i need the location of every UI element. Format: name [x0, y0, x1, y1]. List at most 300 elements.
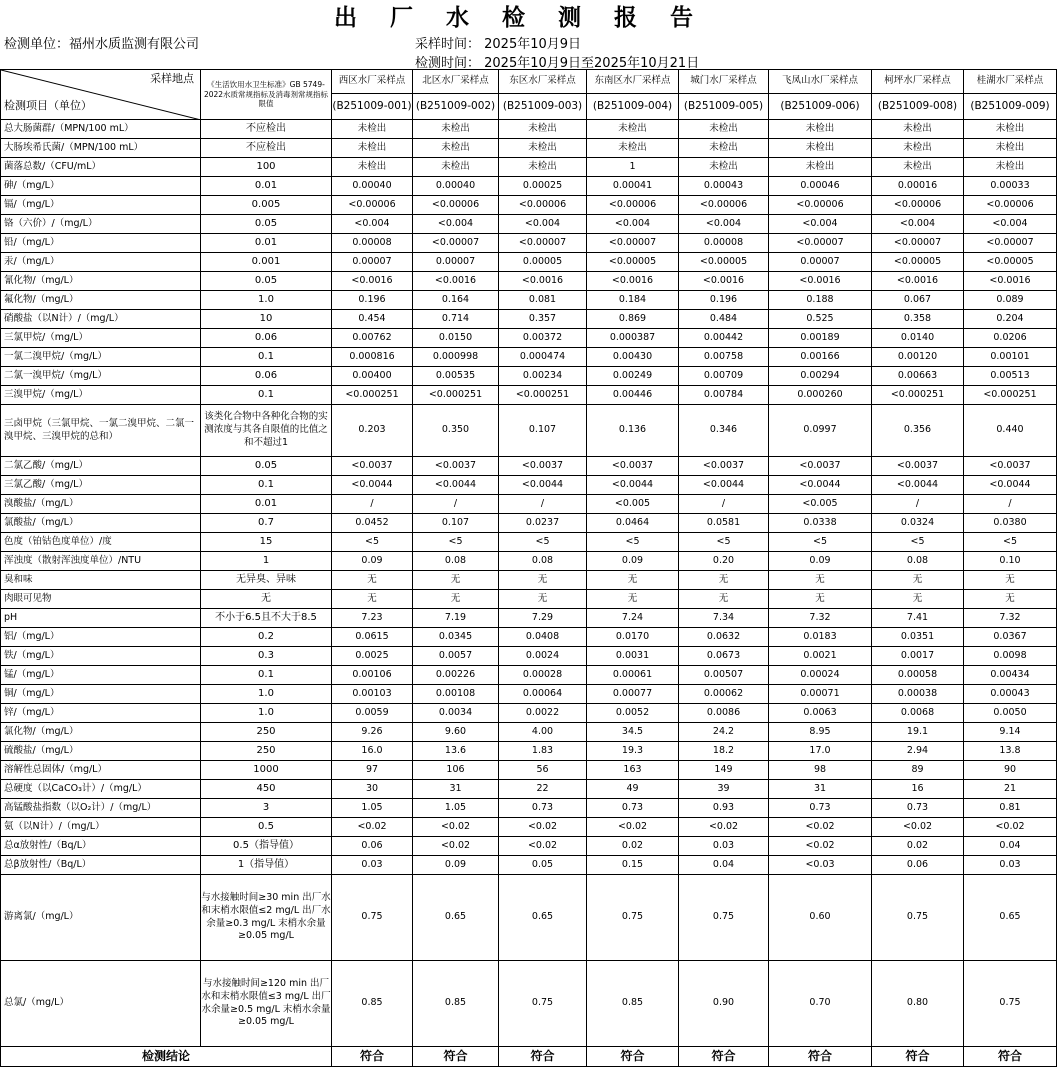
result-value: 0.0063: [769, 704, 872, 723]
result-value: 0.0464: [587, 514, 679, 533]
table-row: [1, 837, 1057, 856]
table-row: [1, 761, 1057, 780]
item-name: 总氯/（mg/L）: [1, 961, 201, 1047]
table-row: [1, 856, 1057, 875]
result-value: 0.0098: [964, 647, 1057, 666]
result-value: 0.75: [679, 875, 769, 961]
table-row: [1, 139, 1057, 158]
result-value: 0.04: [964, 837, 1057, 856]
result-value: <0.0037: [679, 457, 769, 476]
item-name: 色度（铂钴色度单位）/度: [1, 533, 201, 552]
result-value: 31: [413, 780, 499, 799]
item-name: 大肠埃希氏菌/（MPN/100 mL）: [1, 139, 201, 158]
item-name: 硫酸盐/（mg/L）: [1, 742, 201, 761]
result-value: 0.00061: [587, 666, 679, 685]
result-value: 0.000816: [332, 348, 413, 367]
limit-value: 0.05: [201, 272, 332, 291]
result-value: <0.004: [413, 215, 499, 234]
result-value: 9.14: [964, 723, 1057, 742]
result-value: 未检出: [769, 158, 872, 177]
result-value: <0.0016: [413, 272, 499, 291]
limit-value: 0.01: [201, 234, 332, 253]
result-value: 0.089: [964, 291, 1057, 310]
result-value: 0.484: [679, 310, 769, 329]
result-value: 未检出: [964, 139, 1057, 158]
result-value: 0.0031: [587, 647, 679, 666]
result-value: 4.00: [499, 723, 587, 742]
result-value: 89: [872, 761, 964, 780]
item-name: 锰/（mg/L）: [1, 666, 201, 685]
result-value: 无: [587, 571, 679, 590]
result-value: 未检出: [872, 120, 964, 139]
result-value: <0.0044: [587, 476, 679, 495]
result-value: 24.2: [679, 723, 769, 742]
result-value: 0.00294: [769, 367, 872, 386]
result-value: 90: [964, 761, 1057, 780]
result-value: <0.0044: [679, 476, 769, 495]
result-value: /: [413, 495, 499, 514]
result-value: 0.04: [679, 856, 769, 875]
standard-header: 《生活饮用水卫生标准》GB 5749-2022水质常规指标及消毒剂常规指标限值: [201, 70, 332, 120]
result-value: 0.00038: [872, 685, 964, 704]
result-value: 0.357: [499, 310, 587, 329]
result-value: 0.00005: [499, 253, 587, 272]
result-value: 0.107: [499, 405, 587, 457]
table-row: [1, 609, 1057, 628]
result-value: 0.0170: [587, 628, 679, 647]
limit-value: 1.0: [201, 291, 332, 310]
result-value: 16: [872, 780, 964, 799]
table-row: [1, 177, 1057, 196]
table-row: [1, 704, 1057, 723]
result-value: <0.00005: [872, 253, 964, 272]
table-row: [1, 961, 1057, 1047]
table-row: [1, 723, 1057, 742]
result-value: <0.02: [587, 818, 679, 837]
result-value: 7.23: [332, 609, 413, 628]
result-value: 0.10: [964, 552, 1057, 571]
result-value: 0.0034: [413, 704, 499, 723]
result-value: 0.81: [964, 799, 1057, 818]
result-value: 0.02: [587, 837, 679, 856]
result-value: 0.06: [872, 856, 964, 875]
result-value: <0.0016: [769, 272, 872, 291]
report-title: 出厂水检测报告: [334, 5, 726, 31]
result-value: 0.00024: [769, 666, 872, 685]
table-row: [1, 685, 1057, 704]
result-value: 0.08: [413, 552, 499, 571]
item-name: 菌落总数/（CFU/mL）: [1, 158, 201, 177]
limit-value: 1（指导值）: [201, 856, 332, 875]
conclusion-value: 符合: [413, 1047, 499, 1067]
result-value: <0.00006: [872, 196, 964, 215]
result-value: 21: [964, 780, 1057, 799]
table-row: [1, 405, 1057, 457]
result-value: 无: [679, 590, 769, 609]
result-value: 39: [679, 780, 769, 799]
result-value: <0.000251: [332, 386, 413, 405]
result-value: 0.525: [769, 310, 872, 329]
result-value: 0.00106: [332, 666, 413, 685]
result-value: 未检出: [499, 120, 587, 139]
result-value: 0.00103: [332, 685, 413, 704]
result-value: 0.0338: [769, 514, 872, 533]
result-value: <0.0037: [499, 457, 587, 476]
item-name: 铬（六价）/（mg/L）: [1, 215, 201, 234]
result-value: <0.0016: [587, 272, 679, 291]
result-value: 0.454: [332, 310, 413, 329]
result-value: 0.204: [964, 310, 1057, 329]
result-value: <0.03: [769, 856, 872, 875]
result-value: 未检出: [679, 120, 769, 139]
result-value: <5: [587, 533, 679, 552]
table-row: [1, 818, 1057, 837]
result-value: 0.0408: [499, 628, 587, 647]
table-row: [1, 457, 1057, 476]
result-value: 未检出: [872, 139, 964, 158]
header-corner-cell: [1, 70, 201, 120]
result-value: 0.70: [769, 961, 872, 1047]
limit-value: 0.01: [201, 177, 332, 196]
result-value: <0.0037: [872, 457, 964, 476]
result-value: <0.0044: [769, 476, 872, 495]
result-value: 0.350: [413, 405, 499, 457]
result-value: 0.358: [872, 310, 964, 329]
result-value: 未检出: [587, 120, 679, 139]
result-value: 0.00434: [964, 666, 1057, 685]
result-value: 7.41: [872, 609, 964, 628]
result-value: 0.184: [587, 291, 679, 310]
limit-value: 不小于6.5且不大于8.5: [201, 609, 332, 628]
result-value: 0.02: [872, 837, 964, 856]
result-value: 0.73: [587, 799, 679, 818]
result-value: 未检出: [499, 139, 587, 158]
result-value: 0.00535: [413, 367, 499, 386]
result-value: 0.081: [499, 291, 587, 310]
result-value: 0.03: [332, 856, 413, 875]
result-value: 0.0021: [769, 647, 872, 666]
result-value: 未检出: [872, 158, 964, 177]
result-value: <0.004: [499, 215, 587, 234]
table-row: [1, 742, 1057, 761]
result-value: 0.0050: [964, 704, 1057, 723]
result-value: 无: [499, 590, 587, 609]
result-value: <5: [332, 533, 413, 552]
sample-code: (B251009-004): [587, 94, 679, 120]
item-name: 二氯乙酸/（mg/L）: [1, 457, 201, 476]
testing-time: 检测时间： 2025年10月9日至2025年10月21日: [415, 56, 700, 71]
result-value: 无: [964, 571, 1057, 590]
result-value: <5: [964, 533, 1057, 552]
result-value: 0.00513: [964, 367, 1057, 386]
result-value: /: [872, 495, 964, 514]
result-value: 0.067: [872, 291, 964, 310]
item-name: 三溴甲烷/（mg/L）: [1, 386, 201, 405]
result-value: 0.00446: [587, 386, 679, 405]
result-value: <0.02: [413, 818, 499, 837]
result-value: 无: [769, 590, 872, 609]
result-value: 34.5: [587, 723, 679, 742]
result-value: 0.0324: [872, 514, 964, 533]
result-value: 0.00062: [679, 685, 769, 704]
limit-value: 15: [201, 533, 332, 552]
result-value: 7.29: [499, 609, 587, 628]
result-value: 0.05: [499, 856, 587, 875]
result-value: 49: [587, 780, 679, 799]
table-row: [1, 348, 1057, 367]
item-name: 总β放射性/（Bq/L）: [1, 856, 201, 875]
result-value: 0.08: [872, 552, 964, 571]
item-name: 氯酸盐/（mg/L）: [1, 514, 201, 533]
result-value: 0.09: [769, 552, 872, 571]
limit-value: 450: [201, 780, 332, 799]
result-value: <0.02: [964, 818, 1057, 837]
item-name: 肉眼可见物: [1, 590, 201, 609]
result-value: 0.00762: [332, 329, 413, 348]
result-value: 0.00043: [964, 685, 1057, 704]
result-value: <0.004: [872, 215, 964, 234]
item-name: 三氯乙酸/（mg/L）: [1, 476, 201, 495]
limit-value: 1000: [201, 761, 332, 780]
sample-code: (B251009-003): [499, 94, 587, 120]
result-value: <0.02: [499, 837, 587, 856]
result-value: <0.02: [769, 837, 872, 856]
table-row: [1, 647, 1057, 666]
limit-value: 0.5（指导值）: [201, 837, 332, 856]
result-value: 0.75: [872, 875, 964, 961]
limit-value: 0.1: [201, 666, 332, 685]
limit-value: 1.0: [201, 685, 332, 704]
result-value: 0.00784: [679, 386, 769, 405]
result-value: 9.60: [413, 723, 499, 742]
limit-value: 无异臭、异味: [201, 571, 332, 590]
result-value: 8.95: [769, 723, 872, 742]
limit-value: 该类化合物中各种化合物的实测浓度与其各自限值的比值之和不超过1: [201, 405, 332, 457]
result-value: 0.00372: [499, 329, 587, 348]
result-value: 0.65: [964, 875, 1057, 961]
result-value: 0.0351: [872, 628, 964, 647]
result-value: <5: [769, 533, 872, 552]
result-value: 0.00442: [679, 329, 769, 348]
result-value: <0.00006: [964, 196, 1057, 215]
item-header-label: 检测项目（单位）: [4, 99, 92, 113]
result-value: /: [679, 495, 769, 514]
result-value: 0.00507: [679, 666, 769, 685]
table-row: [1, 628, 1057, 647]
result-value: 0.00008: [679, 234, 769, 253]
limit-value: 10: [201, 310, 332, 329]
table-row: [1, 272, 1057, 291]
result-value: <0.004: [587, 215, 679, 234]
item-name: 铁/（mg/L）: [1, 647, 201, 666]
result-value: /: [332, 495, 413, 514]
result-value: <0.0044: [872, 476, 964, 495]
result-value: 无: [587, 590, 679, 609]
conclusion-value: 符合: [769, 1047, 872, 1067]
item-name: 总大肠菌群/（MPN/100 mL）: [1, 120, 201, 139]
result-value: 0.00007: [332, 253, 413, 272]
result-value: 0.80: [872, 961, 964, 1047]
item-name: 高锰酸盐指数（以O₂计）/（mg/L）: [1, 799, 201, 818]
result-value: <0.005: [587, 495, 679, 514]
result-value: 0.0452: [332, 514, 413, 533]
result-value: <0.00005: [964, 253, 1057, 272]
limit-value: 3: [201, 799, 332, 818]
result-value: <0.0044: [332, 476, 413, 495]
result-value: <0.00006: [413, 196, 499, 215]
table-row: [1, 780, 1057, 799]
result-value: <0.00007: [587, 234, 679, 253]
result-value: 7.32: [769, 609, 872, 628]
result-value: <0.0044: [964, 476, 1057, 495]
result-value: 0.0345: [413, 628, 499, 647]
result-value: <0.00007: [499, 234, 587, 253]
result-value: 0.0673: [679, 647, 769, 666]
result-value: 0.0615: [332, 628, 413, 647]
result-value: <0.000251: [872, 386, 964, 405]
conclusion-value: 符合: [499, 1047, 587, 1067]
result-value: 0.0022: [499, 704, 587, 723]
result-value: 13.6: [413, 742, 499, 761]
table-row: [1, 590, 1057, 609]
site-name: 东南区水厂采样点: [587, 70, 679, 94]
result-value: 2.94: [872, 742, 964, 761]
table-row: [1, 291, 1057, 310]
result-value: <0.0016: [964, 272, 1057, 291]
result-value: 0.00043: [679, 177, 769, 196]
result-value: 0.0237: [499, 514, 587, 533]
result-value: 0.00400: [332, 367, 413, 386]
result-value: 106: [413, 761, 499, 780]
result-value: 0.20: [679, 552, 769, 571]
result-value: 0.75: [332, 875, 413, 961]
limit-value: 不应检出: [201, 139, 332, 158]
result-value: 0.85: [332, 961, 413, 1047]
item-name: 锌/（mg/L）: [1, 704, 201, 723]
item-name: 铜/（mg/L）: [1, 685, 201, 704]
limit-value: 0.06: [201, 329, 332, 348]
result-value: 1.83: [499, 742, 587, 761]
result-value: 30: [332, 780, 413, 799]
result-value: <0.0044: [499, 476, 587, 495]
item-name: 氰化物/（mg/L）: [1, 272, 201, 291]
limit-value: 0.3: [201, 647, 332, 666]
result-value: <0.00005: [679, 253, 769, 272]
result-value: 0.15: [587, 856, 679, 875]
result-value: 0.00101: [964, 348, 1057, 367]
limit-value: 与水接触时间≥120 min 出厂水和末梢水限值≤3 mg/L 出厂水余量≥0.5 mg/L 末梢水余量≥0.05 mg/L: [201, 961, 332, 1047]
table-row: [1, 215, 1057, 234]
testing-unit: 检测单位：福州水质监测有限公司: [4, 37, 200, 52]
result-value: 0.00120: [872, 348, 964, 367]
result-value: <0.0016: [872, 272, 964, 291]
result-value: 0.03: [964, 856, 1057, 875]
result-value: 0.0024: [499, 647, 587, 666]
result-value: 18.2: [679, 742, 769, 761]
result-value: 149: [679, 761, 769, 780]
result-value: 0.869: [587, 310, 679, 329]
result-value: <5: [679, 533, 769, 552]
limit-value: 250: [201, 742, 332, 761]
result-value: 0.00064: [499, 685, 587, 704]
item-name: 三卤甲烷（三氯甲烷、一氯二溴甲烷、二氯一溴甲烷、三溴甲烷的总和）: [1, 405, 201, 457]
result-value: <0.02: [872, 818, 964, 837]
conclusion-value: 符合: [679, 1047, 769, 1067]
result-value: 17.0: [769, 742, 872, 761]
result-value: 0.136: [587, 405, 679, 457]
result-value: 0.00040: [413, 177, 499, 196]
table-row: [1, 552, 1057, 571]
table-row: [1, 495, 1057, 514]
limit-value: 0.06: [201, 367, 332, 386]
result-value: 0.09: [587, 552, 679, 571]
sample-code: (B251009-002): [413, 94, 499, 120]
result-value: 0.00108: [413, 685, 499, 704]
result-value: 0.107: [413, 514, 499, 533]
result-value: <0.00007: [872, 234, 964, 253]
table-row: [1, 329, 1057, 348]
result-value: 0.714: [413, 310, 499, 329]
result-value: <0.00006: [679, 196, 769, 215]
result-value: 0.75: [964, 961, 1057, 1047]
result-value: <0.0037: [332, 457, 413, 476]
limit-value: 0.001: [201, 253, 332, 272]
result-value: <0.00007: [413, 234, 499, 253]
result-value: 0.356: [872, 405, 964, 457]
result-value: 98: [769, 761, 872, 780]
conclusion-value: 符合: [332, 1047, 413, 1067]
limit-value: 0.1: [201, 386, 332, 405]
result-value: <0.02: [499, 818, 587, 837]
result-value: <0.004: [332, 215, 413, 234]
result-value: <0.0037: [587, 457, 679, 476]
sampling-time: 采样时间： 2025年10月9日: [415, 37, 582, 52]
result-value: 0.65: [413, 875, 499, 961]
site-name: 飞凤山水厂采样点: [769, 70, 872, 94]
result-value: 0.00046: [769, 177, 872, 196]
result-value: 无: [332, 571, 413, 590]
limit-value: 0.7: [201, 514, 332, 533]
result-value: 0.09: [332, 552, 413, 571]
result-value: 0.0059: [332, 704, 413, 723]
limit-value: 1: [201, 552, 332, 571]
conclusion-value: 符合: [872, 1047, 964, 1067]
limit-value: 250: [201, 723, 332, 742]
result-value: 0.90: [679, 961, 769, 1047]
conclusion-value: 符合: [587, 1047, 679, 1067]
result-value: 0.85: [587, 961, 679, 1047]
result-value: 无: [413, 590, 499, 609]
result-value: 0.03: [679, 837, 769, 856]
result-value: 0.0632: [679, 628, 769, 647]
result-value: 0.440: [964, 405, 1057, 457]
result-value: <0.00007: [964, 234, 1057, 253]
result-value: 0.0183: [769, 628, 872, 647]
item-name: 浑浊度（散射浑浊度单位）/NTU: [1, 552, 201, 571]
limit-value: 100: [201, 158, 332, 177]
item-name: 铝/（mg/L）: [1, 628, 201, 647]
result-value: 1.05: [413, 799, 499, 818]
result-value: 0.00008: [332, 234, 413, 253]
item-name: 三氯甲烷/（mg/L）: [1, 329, 201, 348]
limit-value: 0.01: [201, 495, 332, 514]
result-value: 9.26: [332, 723, 413, 742]
result-value: 未检出: [332, 139, 413, 158]
limit-value: 0.5: [201, 818, 332, 837]
result-value: 0.00189: [769, 329, 872, 348]
table-row: [1, 367, 1057, 386]
result-value: 0.0052: [587, 704, 679, 723]
